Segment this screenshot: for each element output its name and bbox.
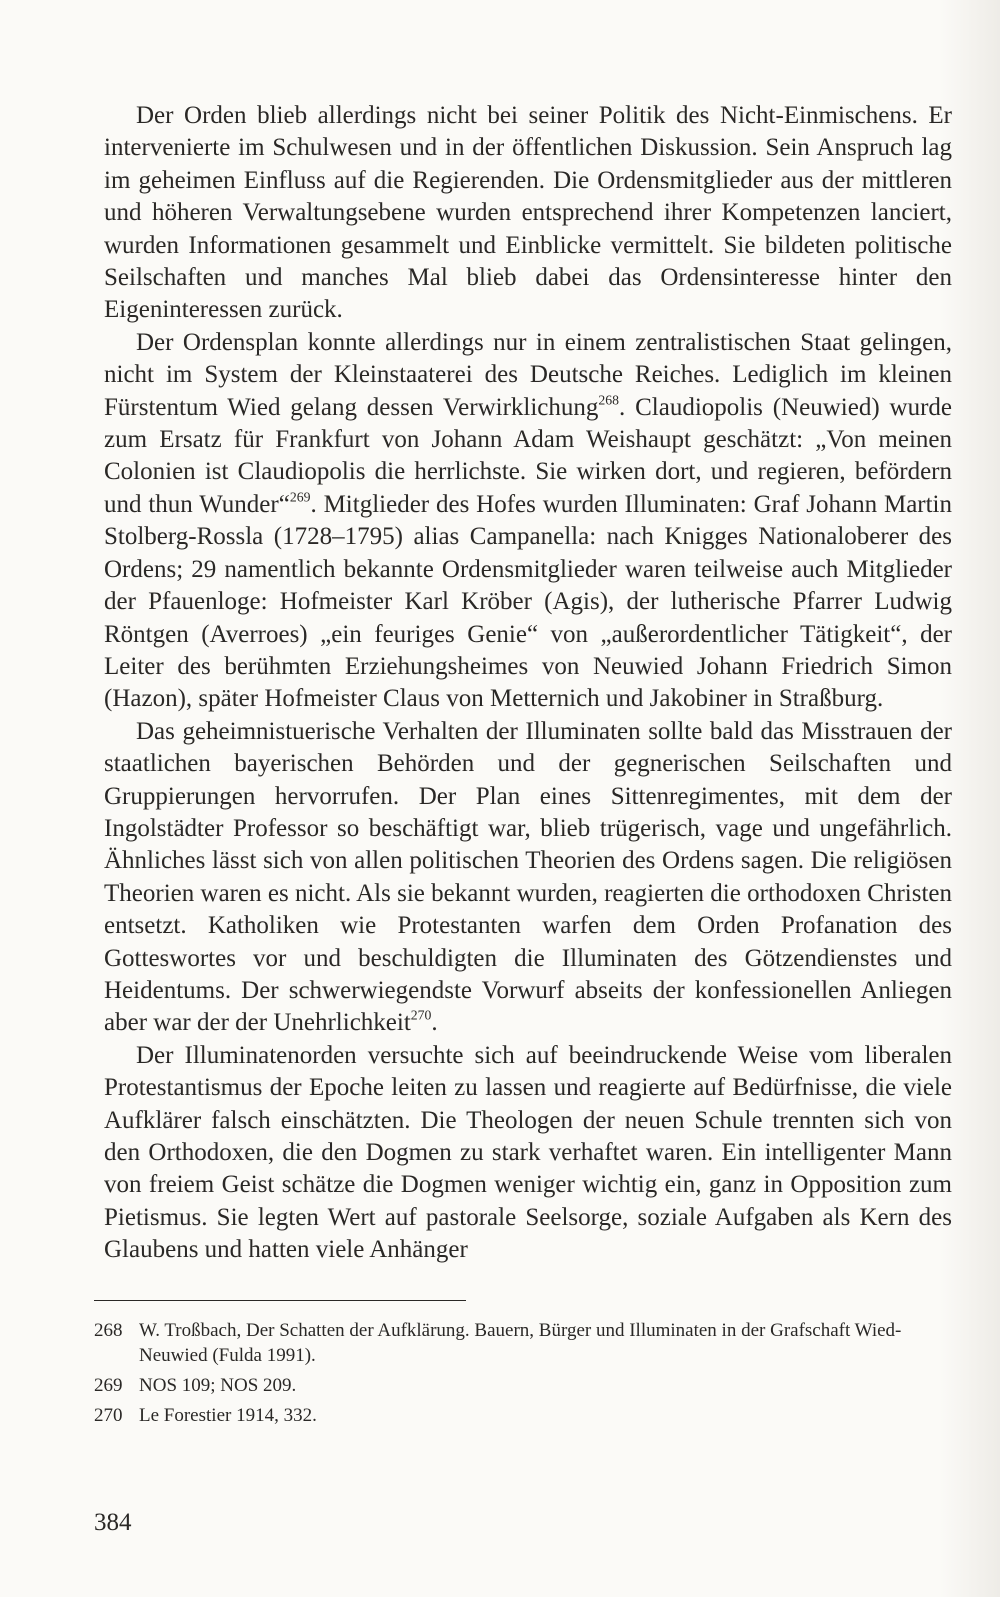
footnotes (94, 1318, 952, 1433)
footnote-number: 270 (94, 1405, 123, 1426)
footnote-text: NOS 109; NOS 209. (139, 1375, 297, 1396)
footnote-ref-268: 268 (598, 392, 620, 408)
footnote-268 (94, 1318, 952, 1368)
paragraph-2: Der Ordensplan konnte allerdings nur in einem zentralistischen Staat gelingen, nicht im System der Kleinstaaterei des Deutsche Reiches. Lediglich im kleinen Fürstentum Wied gelang dessen Verwirklichung$^{268}$. Claudiopolis (Neuwied) wurde zum Ersatz für Frankfurt von Johann Adam Weishaupt geschätzt: „Von meinen Colonien ist Claudiopolis die herrlichste. Sie wirken dort, und regieren, befördern und thun Wunder“$^{269}$. Mitglieder des Hofes wurden Illuminaten: Graf Johann Martin Stolberg-Rossla (1728–1795) alias Campanella: nach Knigges Nationaloberer des Ordens; 29 namentlich bekannte Ordensmitglieder waren teilweise auch Mitglieder der Pfauenloge: Hofmeister Karl Kröber (Agis), der lutherische Pfarrer Ludwig Röntgen (Averroes) „ein feuriges Genie“ von „außerordentlicher Tätigkeit“, der Leiter des berühmten Erziehungsheimes von Neuwied Johann Friedrich Simon (Hazon), später Hofmeister Claus von Metternich und Jakobiner in Straßburg. (104, 328, 953, 713)
footnote-number: 268 (94, 1320, 123, 1341)
paragraph-4: Der Illuminatenorden versuchte sich auf beeindruckende Weise vom liberalen Protestantismus der Epoche leiten zu lassen und reagierte auf Bedürfnisse, die viele Aufklärer falsch einschätzten. Die Theologen der neuen Schule trennten sich von den Orthodoxen, die den Dogmen zu stark verhaftet waren. Ein intelligenter Mann von freiem Geist schätze die Dogmen weniger wichtig ein, ganz in Opposition zum Pietismus. Sie legten Wert auf pastorale Seelsorge, soziale Aufgaben als Kern des Glaubens und hatten viele Anhänger (104, 1041, 952, 1264)
footnote-text: Le Forestier 1914, 332. (139, 1405, 317, 1426)
footnote-number: 269 (94, 1375, 123, 1396)
paragraph-3: Das geheimnistuerische Verhalten der Illuminaten sollte bald das Misstrauen der staatlichen bayerischen Behörden und der gegnerischen Seilschaften und Gruppierungen hervorrufen. Der Plan eines Sittenregimentes, mit dem der Ingolstädter Professor so beschäftigt war, blieb trügerisch, vage und ungefährlich. Ähnliches lässt sich von allen politischen Theorien des Ordens sagen. Die religiösen Theorien waren es nicht. Als sie bekannt wurden, reagierten die orthodoxen Christen entsetzt. Katholiken wie Protestanten warfen dem Orden Profanation des Gotteswortes vor und beschuldigten die Illuminaten des Götzendienstes und Heidentums. Der schwerwiegendste Vorwurf abseits der konfessionellen Anliegen aber war der der Unehrlichkeit$^{270}$. (104, 717, 952, 1037)
footnote-text: W. Troßbach, Der Schatten der Aufklärung. Bauern, Bürger und Illuminaten in der Grafschaft Wied-Neuwied (Fulda 1991). (139, 1320, 902, 1366)
body-text (104, 100, 952, 1267)
footnote-270 (94, 1403, 952, 1428)
page-number: 384 (94, 1509, 132, 1536)
footnote-269 (94, 1373, 952, 1398)
footnote-ref-270: 270 (410, 1008, 432, 1024)
footnote-ref-269: 269 (289, 489, 311, 505)
paragraph-1: Der Orden blieb allerdings nicht bei seiner Politik des Nicht-Einmischens. Er intervenierte im Schulwesen und in der öffentlichen Diskussion. Sein Anspruch lag im geheimen Einfluss auf die Regierenden. Die Ordensmitglieder aus der mittleren und höheren Verwaltungsebene wurden entsprechend ihrer Kompetenzen lanciert, wurden Informationen gesammelt und Einblicke vermittelt. Sie bildeten politische Seilschaften und manches Mal blieb dabei das Ordensinteresse hinter den Eigeninteressen zurück. (104, 102, 952, 324)
footnote-divider (94, 1300, 466, 1301)
